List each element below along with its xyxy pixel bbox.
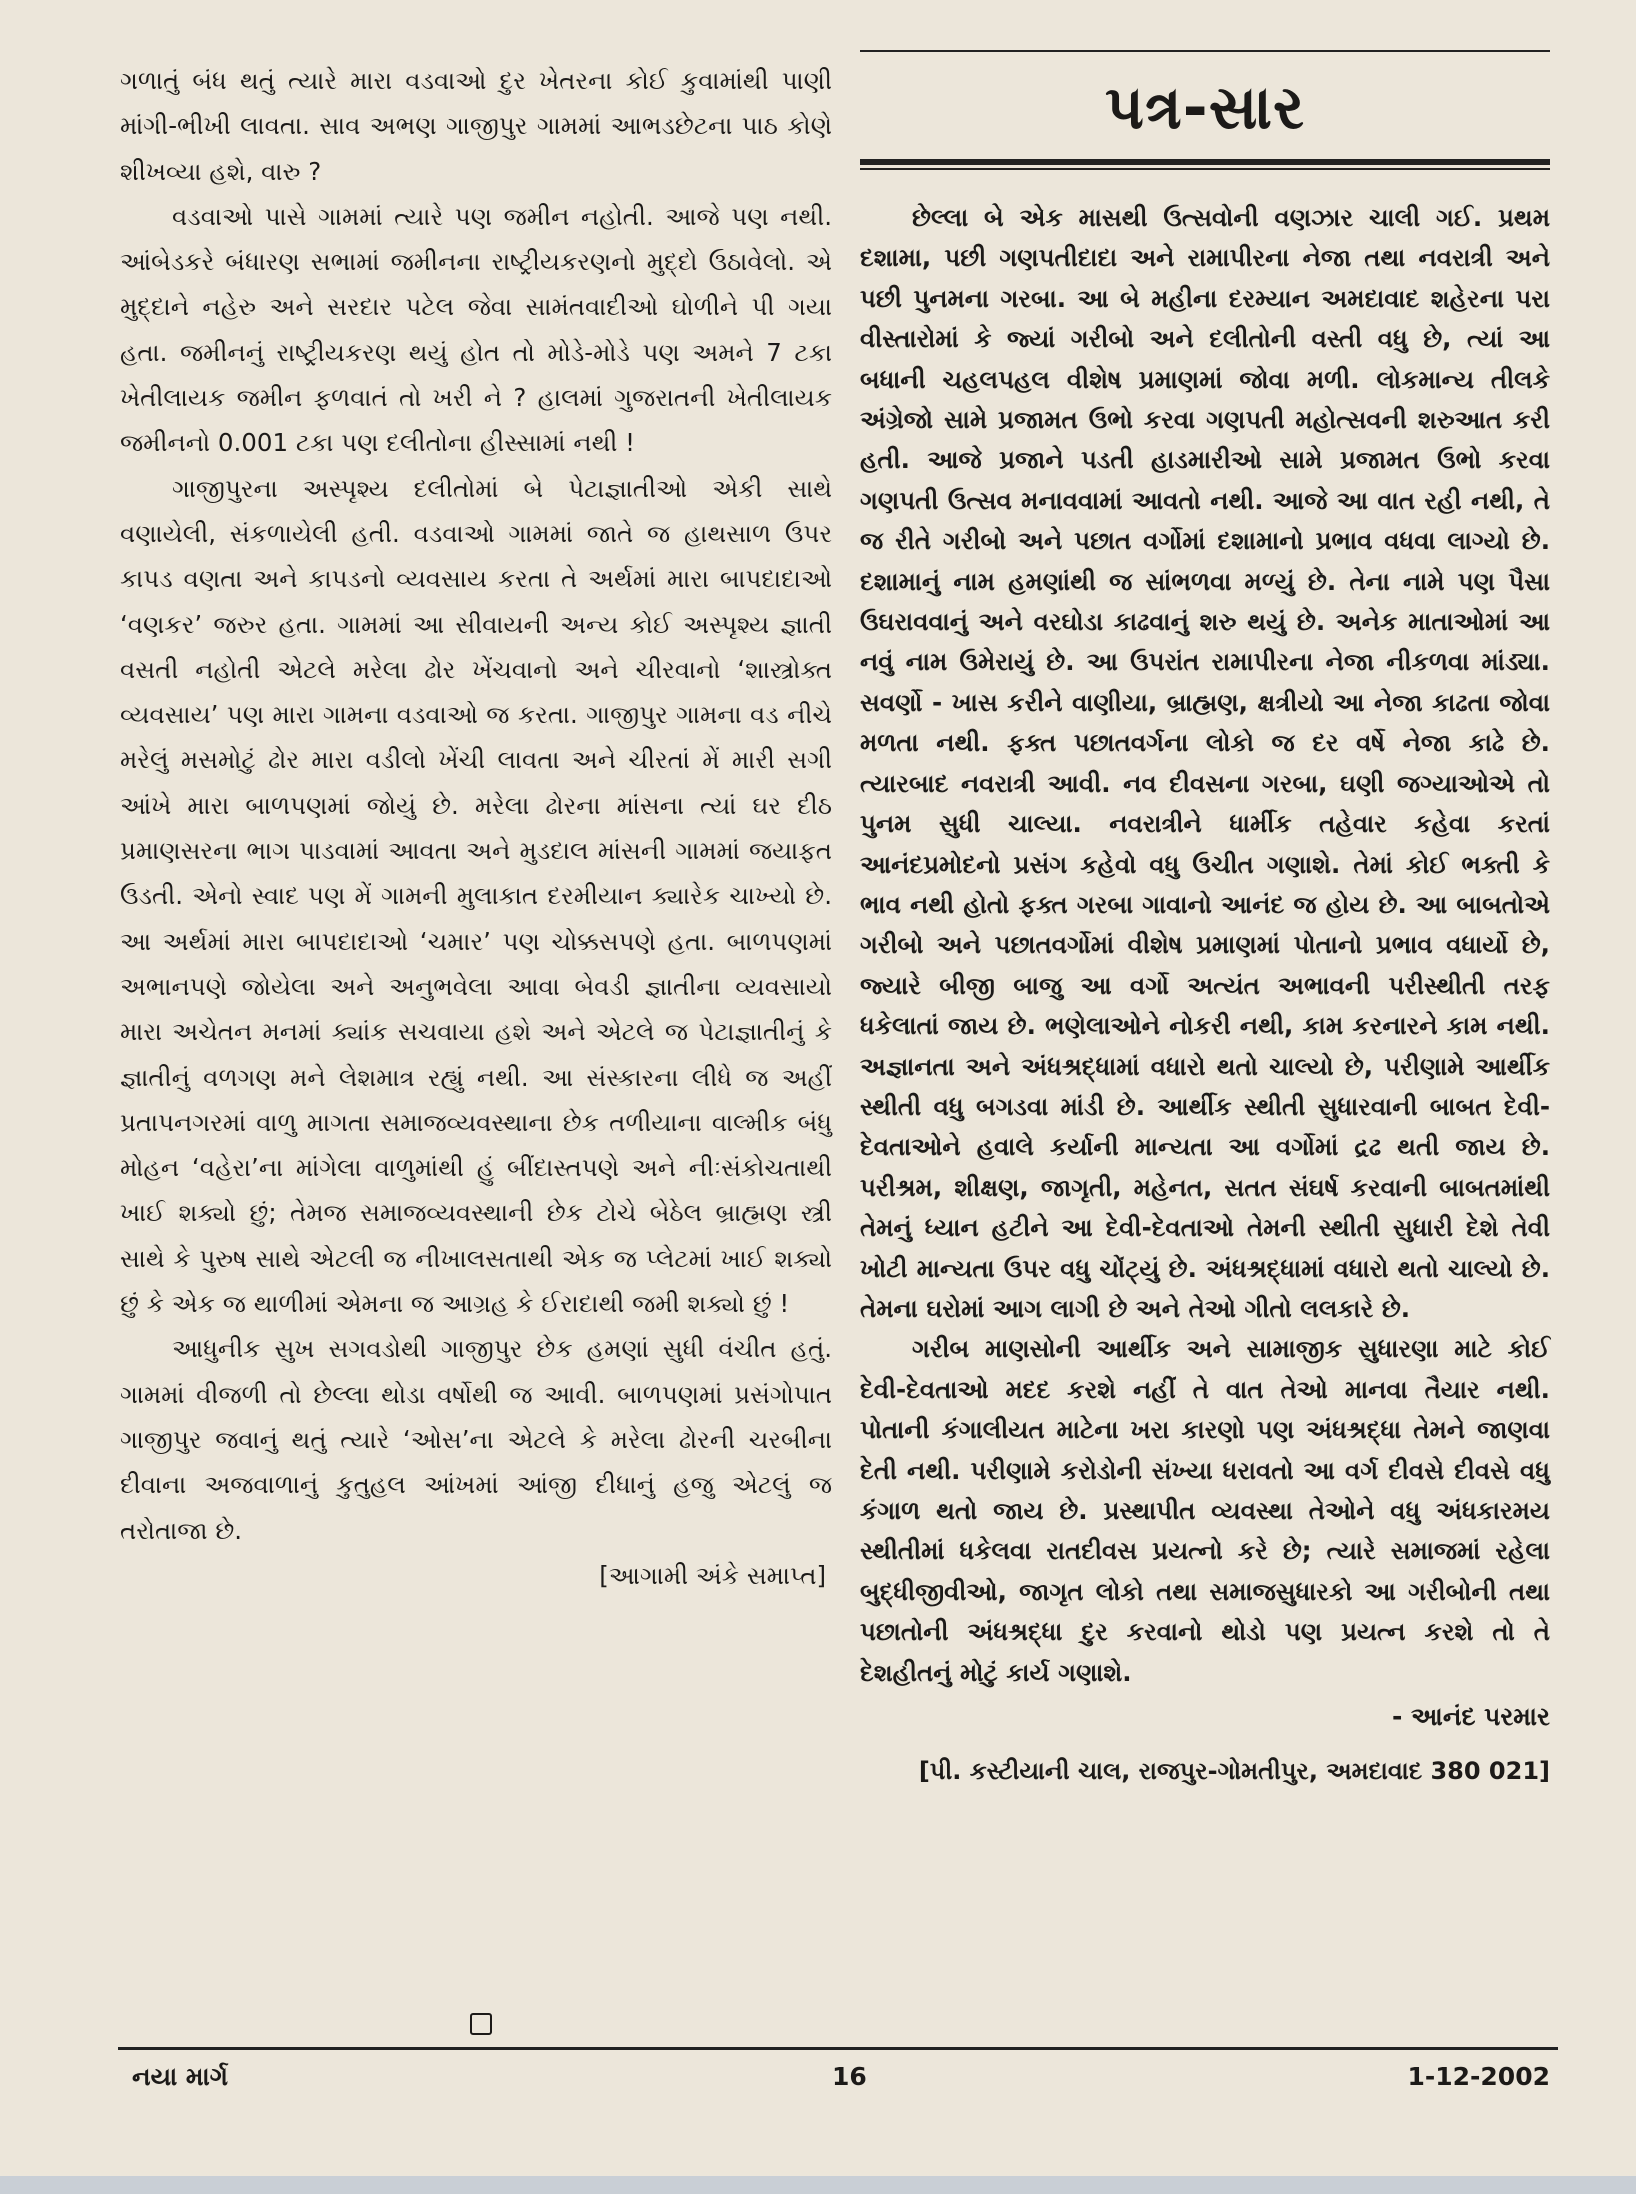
footer-page-number: 16 [832, 2062, 867, 2091]
footer-rule [118, 2047, 1558, 2050]
paragraph: છેલ્લા બે એક માસથી ઉત્સવોની વણઝાર ચાલી ગઈ. પ્રથમ દશામા, પછી ગણપતીદાદા અને રામાપીરના નેજા તથા નવરાત્રી અને પછી પુનમના ગરબા. આ બે મહીના દરમ્યાન અમદાવાદ શહેરના પરા વીસ્તારોમાં કે જ્યાં ગરીબો અને દલીતોની વસ્તી વધુ છે, ત્યાં આ બધાની ચહલપહલ વીશેષ પ્રમાણમાં જોવા મળી. લોકમાન્ય તીલકે અંગ્રેજો સામે પ્રજામત ઉભો કરવા ગણપતી મહોત્સવની શરુઆત કરી હતી. આજે પ્રજાને પડતી હાડમારીઓ સામે પ્રજામત ઉભો કરવા ગણપતી ઉત્સવ મનાવવામાં આવતો નથી. આજે આ વાત રહી નથી, તે જ રીતે ગરીબો અને પછાત વર્ગોમાં દશામાનો પ્રભાવ વધવા લાગ્યો છે. દશામાનું નામ હમણાંથી જ સાંભળવા મળ્યું છે. તેના નામે પણ પૈસા ઉઘરાવવાનું અને વરઘોડા કાઢવાનું શરુ થયું છે. અનેક માતાઓમાં આ નવું નામ ઉમેરાયું છે. આ ઉપરાંત રામાપીરના નેજા નીકળવા માંડ્યા. સવર્ણો - ખાસ કરીને વાણીયા, બ્રાહ્મણ, ક્ષત્રીયો આ નેજા કાઢતા જોવા મળતા નથી. ફક્ત પછાતવર્ગના લોકો જ દર વર્ષે નેજા કાઢે છે. ત્યારબાદ નવરાત્રી આવી. નવ દીવસના ગરબા, ઘણી જગ્યાઓએ તો પુનમ સુધી ચાલ્યા. નવરાત્રીને ધાર્મીક તહેવાર કહેવા કરતાં આનંદપ્રમોદનો પ્રસંગ કહેવો વધુ ઉચીત ગણાશે. તેમાં કોઈ ભક્તી કે ભાવ નથી હોતો ફક્ત ગરબા ગાવાનો આનંદ જ હોય છે. આ બાબતોએ ગરીબો અને પછાતવર્ગોમાં વીશેષ પ્રમાણમાં પોતાનો પ્રભાવ વધાર્યો છે, જ્યારે બીજી બાજુ આ વર્ગો અત્યંત અભાવની પરીસ્થીતી તરફ ધકેલાતાં જાય છે. ભણેલાઓને નોકરી નથી, કામ કરનારને કામ નથી. અજ્ઞાનતા અને અંધશ્રદ્ધામાં વધારો થતો ચાલ્યો છે, પરીણામે આર્થીક સ્થીતી વધુ બગડવા માંડી છે. આર્થીક સ્થીતી સુધારવાની બાબત દેવી-દેવતાઓને હવાલે કર્યાની માન્યતા આ વર્ગોમાં દ્રઢ થતી જાય છે. પરીશ્રમ, શીક્ષણ, જાગૃતી, મહેનત, સતત સંઘર્ષ કરવાની બાબતમાંથી તેમનું ધ્યાન હટીને આ દેવી-દેવતાઓ તેમની સ્થીતી સુધારી દેશે તેવી ખોટી માન્યતા ઉપર વધુ ચોંટ્યું છે. અંધશ્રદ્ધામાં વધારો થતો ચાલ્યો છે. તેમના ઘરોમાં આગ લાગી છે અને તેઓ ગીતો લલકારે છે. [860, 203, 1550, 1323]
continuation-note: [આગામી અંકે સમાપ્ત] [599, 1560, 826, 1590]
scan-bottom-band [0, 2176, 1636, 2194]
end-of-article-box-icon [470, 2013, 492, 2035]
paragraph: ગળાતું બંધ થતું ત્યારે મારા વડવાઓ દુર ખેતરના કોઈ કુવામાંથી પાણી માંગી-ભીખી લાવતા. સાવ અભણ ગાજીપુર ગામમાં આભડછેટના પાઠ કોણે શીખવ્યા હશે, વારુ ? [120, 66, 832, 186]
paragraph: વડવાઓ પાસે ગામમાં ત્યારે પણ જમીન નહોતી. આજે પણ નથી. આંબેડકરે બંધારણ સભામાં જમીનના રાષ્ટ્રીયકરણનો મુદ્દો ઉઠાવેલો. એ મુદ્દાને નહેરુ અને સરદાર પટેલ જેવા સામંતવાદીઓ ઘોળીને પી ગયા હતા. જમીનનું રાષ્ટ્રીયકરણ થયું હોત તો મોડે-મોડે પણ અમને 7 ટકા ખેતીલાયક જમીન ફળવાતં તો ખરી ને ? હાલમાં ગુજરાતની ખેતીલાયક જમીનનો 0.001 ટકા પણ દલીતોના હીસ્સામાં નથી ! [120, 201, 832, 458]
masthead-bottom-rules [860, 159, 1550, 170]
footer-magazine-name: નયા માર્ગ [132, 2062, 228, 2091]
masthead-top-rule [860, 50, 1550, 52]
author-signature: - આનંદ પરમાર [1391, 1702, 1550, 1732]
right-article-column [860, 50, 1550, 1792]
paragraph: ગરીબ માણસોની આર્થીક અને સામાજીક સુધારણા માટે કોઈ દેવી-દેવતાઓ મદદ કરશે નહીં તે વાત તેઓ માનવા તૈયાર નથી. પોતાની કંગાલીયત માટેના ખરા કારણો પણ અંધશ્રદ્ધા તેમને જાણવા દેતી નથી. પરીણામે કરોડોની સંખ્યા ધરાવતો આ વર્ગ દીવસે દીવસે વધુ કંગાળ થતો જાય છે. પ્રસ્થાપીત વ્યવસ્થા તેઓને વધુ અંધકારમય સ્થીતીમાં ધકેલવા રાતદીવસ પ્રયત્નો કરે છે; ત્યારે સમાજમાં રહેલા બુદ્ધીજીવીઓ, જાગૃત લોકો તથા સમાજસુધારકો આ ગરીબોની તથા પછાતોની અંધશ્રદ્ધા દુર કરવાનો થોડો પણ પ્રયત્ન કરશે તો તે દેશહીતનું મોટું કાર્ય ગણાશે. [860, 1334, 1550, 1687]
letters-body [860, 198, 1550, 1792]
paragraph: આધુનીક સુખ સગવડોથી ગાજીપુર છેક હમણાં સુધી વંચીત હતું. ગામમાં વીજળી તો છેલ્લા થોડા વર્ષોથી જ આવી. બાળપણમાં પ્રસંગોપાત ગાજીપુર જવાનું થતું ત્યારે ‘ઓસ’ના એટલે કે મરેલા ઢોરની ચરબીના દીવાના અજવાળાનું કુતુહલ આંખમાં આંજી દીધાનું હજુ એટલું જ તરોતાજા છે. [120, 1334, 832, 1545]
footer-date: 1-12-2002 [1407, 2062, 1550, 2091]
paragraph: ગાજીપુરના અસ્પૃશ્ય દલીતોમાં બે પેટાજ્ઞાતીઓ એકી સાથે વણાયેલી, સંકળાયેલી હતી. વડવાઓ ગામમાં જાતે જ હાથસાળ ઉપર કાપડ વણતા અને કાપડનો વ્યવસાય કરતા તે અર્થમાં મારા બાપદાદાઓ ‘વણકર’ જરુર હતા. ગામમાં આ સીવાયની અન્ય કોઈ અસ્પૃશ્ય જ્ઞાતી વસતી નહોતી એટલે મરેલા ઢોર ખેંચવાનો અને ચીરવાનો ‘શાસ્ત્રોક્ત વ્યવસાય’ પણ મારા ગામના વડવાઓ જ કરતા. ગાજીપુર ગામના વડ નીચે મરેલું મસમોટું ઢોર મારા વડીલો ખેંચી લાવતા અને ચીરતાં મેં મારી સગી આંખે મારા બાળપણમાં જોયું છે. મરેલા ઢોરના માંસના ત્યાં ઘર દીઠ પ્રમાણસરના ભાગ પાડવામાં આવતા અને મુડદાલ માંસની ગામમાં જયાફત ઉડતી. એનો સ્વાદ પણ મેં ગામની મુલાકાત દરમીયાન ક્યારેક ચાખ્યો છે. આ અર્થમાં મારા બાપદાદાઓ ‘ચમાર’ પણ ચોક્કસપણે હતા. બાળપણમાં અભાનપણે જોયેલા અને અનુભવેલા આવા બેવડી જ્ઞાતીના વ્યવસાયો મારા અચેતન મનમાં ક્યાંક સચવાયા હશે અને એટલે જ પેટાજ્ઞાતીનું કે જ્ઞાતીનું વળગણ મને લેશમાત્ર રહ્યું નથી. આ સંસ્કારના લીધે જ અહીં પ્રતાપનગરમાં વાળુ માગતા સમાજવ્યવસ્થાના છેક તળીયાના વાલ્મીક બંધુ મોહન ‘વહેરા’ના માંગેલા વાળુમાંથી હું બીંદાસ્તપણે અને નીઃસંકોચતાથી ખાઈ શક્યો છું; તેમજ સમાજવ્યવસ્થાની છેક ટોચે બેઠેલ બ્રાહ્મણ સ્ત્રી સાથે કે પુરુષ સાથે એટલી જ નીખાલસતાથી એક જ પ્લેટમાં ખાઈ શક્યો છું કે એક જ થાળીમાં એમના જ આગ્રહ કે ઈરાદાથી જમી શક્યો છું ! [120, 473, 832, 1319]
author-address: [પી. કસ્ટીયાની ચાલ, રાજપુર-ગોમતીપુર, અમદાવાદ 380 021] [918, 1757, 1550, 1786]
left-article-column [120, 58, 832, 1598]
section-masthead: પત્ર-સાર [1104, 73, 1306, 143]
